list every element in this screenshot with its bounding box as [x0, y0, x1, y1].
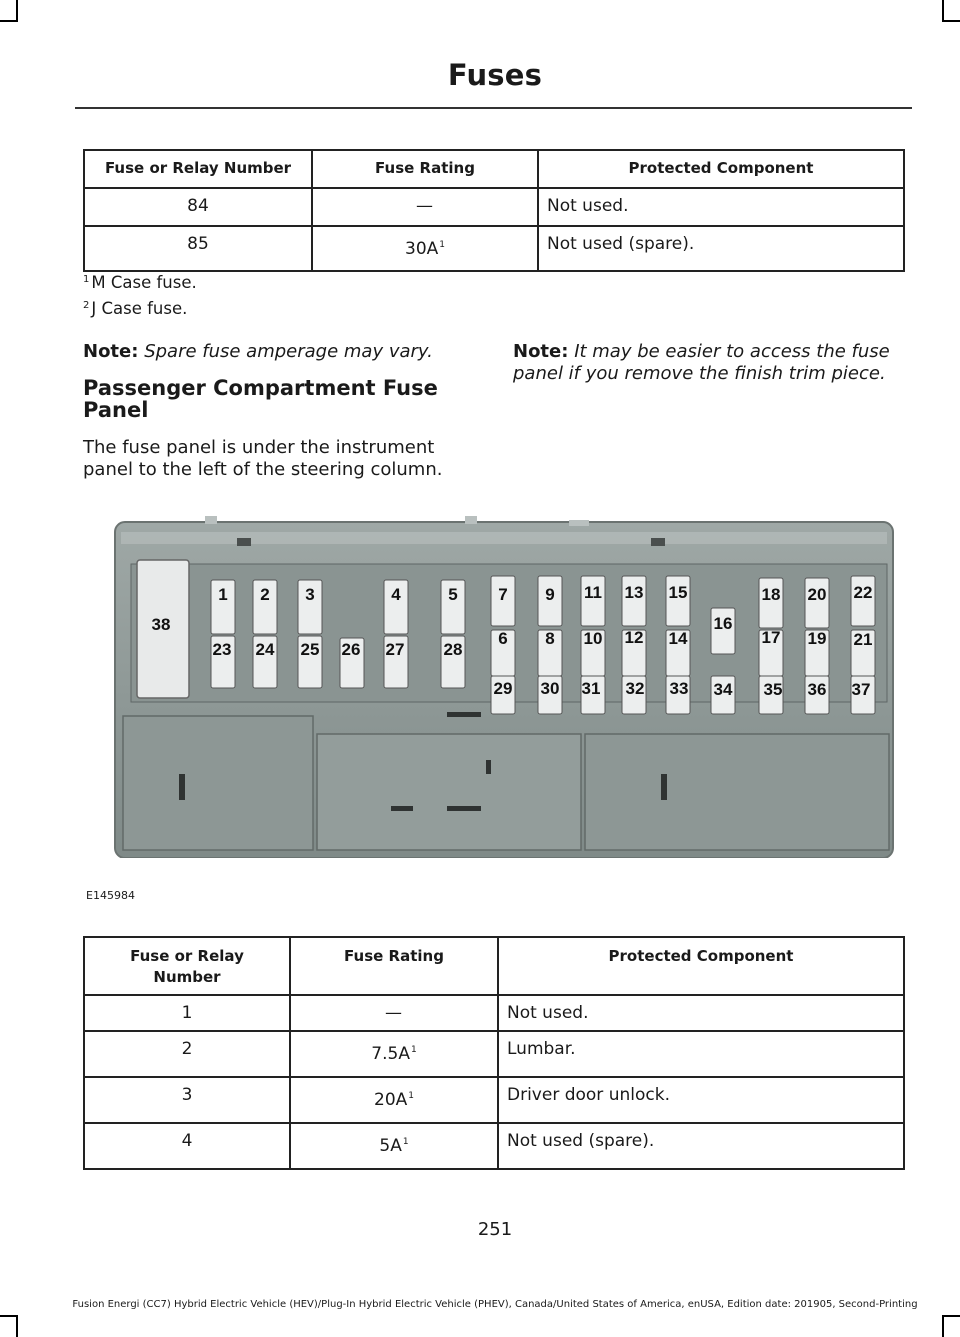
- fuse-label: 22: [853, 583, 873, 602]
- header-rule: [75, 107, 912, 109]
- fuse-label: 27: [385, 640, 405, 659]
- fuse-rating: $30A^1$: [312, 226, 538, 271]
- fuse-label: 31: [581, 679, 601, 698]
- page-number: 251: [477, 1219, 513, 1240]
- fuse-label: 2: [260, 585, 270, 604]
- fuse-label: 32: [625, 679, 645, 698]
- table-row: [84, 1031, 904, 1077]
- fuse-number: 85: [84, 226, 312, 271]
- fuse-label: 19: [807, 629, 827, 648]
- crop-mark: [0, 1315, 16, 1317]
- fuse-label: 18: [761, 585, 781, 604]
- col-header-component: Protected Component: [538, 150, 904, 188]
- fuse-label: 20: [807, 585, 827, 604]
- figure-id: E145984: [86, 889, 135, 902]
- fuse-rating: $5A^1$: [290, 1123, 498, 1169]
- fuse-label: 35: [763, 680, 783, 699]
- fuse-label: 33: [669, 679, 689, 698]
- fuse-panel-diagram: [113, 516, 895, 858]
- col-header-rating: Fuse Rating: [312, 150, 538, 188]
- top-fuse-table: [83, 149, 905, 272]
- intro-paragraph: The fuse panel is under the instrument panel to the left of the steering column.: [83, 437, 443, 480]
- section-heading: Passenger Compartment Fuse Panel: [83, 376, 438, 422]
- note-trim-piece: Note: It may be easier to access the fuse panel if you remove the finish trim piece.: [513, 341, 890, 384]
- fuse-label: 9: [545, 585, 555, 604]
- fuse-rating: —: [290, 995, 498, 1031]
- fuse-label: 10: [583, 629, 603, 648]
- fuse-label: 30: [540, 679, 560, 698]
- fuse-label: 7: [498, 585, 508, 604]
- col-header-component: Protected Component: [498, 937, 904, 995]
- table-row: [84, 226, 904, 271]
- footnote: $^1$ M Case fuse.: [83, 273, 197, 292]
- col-header-number: Fuse or Relay Number: [84, 937, 290, 995]
- fuse-label: 23: [212, 640, 232, 659]
- crop-mark: [944, 1315, 960, 1317]
- fuse-label: 1: [218, 585, 228, 604]
- fuse-label: 36: [807, 680, 827, 699]
- footnote: $^2$ J Case fuse.: [83, 299, 188, 318]
- fuse-number: 84: [84, 188, 312, 226]
- table-row: [84, 188, 904, 226]
- fuse-label: 24: [255, 640, 275, 659]
- fuse-label: 12: [624, 628, 644, 647]
- fuse-label: 17: [761, 628, 781, 647]
- fuse-label: 16: [713, 614, 733, 633]
- fuse-label: 6: [498, 629, 508, 648]
- fuse-number: 4: [84, 1123, 290, 1169]
- fuse-label: 15: [668, 583, 688, 602]
- crop-mark: [16, 1315, 18, 1337]
- fuse-label: 21: [853, 630, 873, 649]
- protected-component: Not used (spare).: [538, 226, 904, 271]
- protected-component: Driver door unlock.: [498, 1077, 904, 1123]
- table-row: [84, 995, 904, 1031]
- fuse-label: 5: [448, 585, 458, 604]
- fuse-rating: $7.5A^1$: [290, 1031, 498, 1077]
- fuse-label: 37: [851, 680, 871, 699]
- fuse-label: 34: [713, 680, 733, 699]
- fuse-label: 3: [305, 585, 315, 604]
- fuse-rating: $20A^1$: [290, 1077, 498, 1123]
- bottom-fuse-table: [83, 936, 905, 1170]
- fuse-label: 28: [443, 640, 463, 659]
- crop-mark: [0, 20, 16, 22]
- protected-component: Lumbar.: [498, 1031, 904, 1077]
- fuse-number: 2: [84, 1031, 290, 1077]
- col-header-number: Fuse or Relay Number: [84, 150, 312, 188]
- fuse-label: 38: [151, 615, 171, 634]
- fuse-rating: —: [312, 188, 538, 226]
- col-header-rating: Fuse Rating: [290, 937, 498, 995]
- page-title: Fuses: [447, 58, 543, 92]
- crop-mark: [942, 0, 944, 22]
- crop-mark: [16, 0, 18, 22]
- footer-text: Fusion Energi (CC7) Hybrid Electric Vehicle (HEV)/Plug-In Hybrid Electric Vehicle (PHEV), Canada/United States of America, enUSA, Edition date: 201905, Second-Printing: [72, 1299, 918, 1310]
- fuse-label: 11: [584, 583, 602, 602]
- fuse-label: 4: [391, 585, 401, 604]
- protected-component: Not used.: [538, 188, 904, 226]
- protected-component: Not used.: [498, 995, 904, 1031]
- fuse-number: 3: [84, 1077, 290, 1123]
- fuse-label: 13: [624, 583, 644, 602]
- crop-mark: [942, 1315, 944, 1337]
- protected-component: Not used (spare).: [498, 1123, 904, 1169]
- table-row: [84, 1123, 904, 1169]
- fuse-label: 14: [668, 629, 688, 648]
- crop-mark: [944, 20, 960, 22]
- fuse-label: 25: [300, 640, 320, 659]
- fuse-label: 26: [341, 640, 361, 659]
- note-spare-fuse: Note: Spare fuse amperage may vary.: [83, 341, 433, 362]
- table-row: [84, 1077, 904, 1123]
- fuse-label: 29: [493, 679, 513, 698]
- fuse-number: 1: [84, 995, 290, 1031]
- fuse-label: 8: [545, 629, 555, 648]
